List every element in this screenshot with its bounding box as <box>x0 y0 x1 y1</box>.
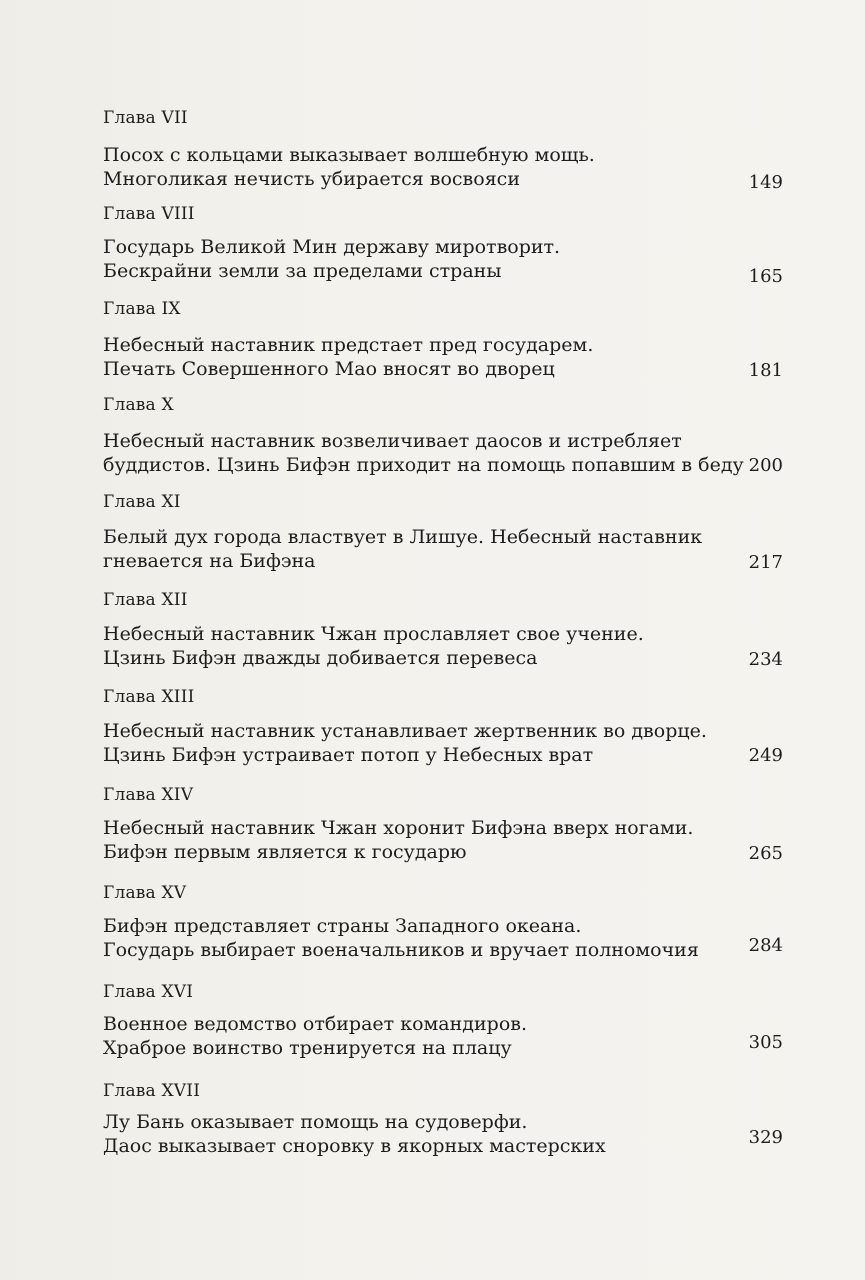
chapter-title-line: Военное ведомство отбирает командиров. <box>103 1013 528 1035</box>
chapter-title-line: буддистов. Цзинь Бифэн приходит на помощь попавшим в беду <box>103 454 744 476</box>
chapter-title-line: Бифэн первым является к государю <box>103 841 467 863</box>
chapter-title-line: Небесный наставник Чжан прославляет свое учение. <box>103 623 644 645</box>
chapter-heading: Глава VIII <box>103 204 195 224</box>
page-number: 200 <box>748 455 783 476</box>
chapter-heading: Глава XVII <box>103 1081 201 1101</box>
chapter-title-line: Бифэн представляет страны Западного океана. <box>103 915 582 937</box>
chapter-title-line: Государь Великой Мин державу миротворит. <box>103 236 561 258</box>
page-number: 181 <box>748 360 783 381</box>
page-number: 305 <box>748 1032 783 1053</box>
chapter-title-line: Печать Совершенного Мао вносят во дворец <box>103 358 555 380</box>
chapter-heading: Глава IX <box>103 299 181 319</box>
chapter-title-line: Небесный наставник Чжан хоронит Бифэна вверх ногами. <box>103 817 694 839</box>
page-number: 284 <box>748 935 783 956</box>
chapter-title-line: Цзинь Бифэн устраивает потоп у Небесных врат <box>103 744 594 766</box>
chapter-heading: Глава X <box>103 395 174 415</box>
chapter-title-line: Небесный наставник предстает пред государем. <box>103 334 594 356</box>
page-number: 329 <box>748 1127 783 1148</box>
page-number: 165 <box>748 266 783 287</box>
chapter-title-line: гневается на Бифэна <box>103 550 316 572</box>
chapter-heading: Глава XII <box>103 590 188 610</box>
chapter-title-line: Небесный наставник устанавливает жертвенник во дворце. <box>103 720 707 742</box>
chapter-title-line: Многоликая нечисть убирается восвояси <box>103 168 520 190</box>
page-number: 217 <box>748 552 783 573</box>
page-number: 149 <box>748 172 783 193</box>
page-number: 249 <box>748 745 783 766</box>
chapter-title-line: Лу Бань оказывает помощь на судоверфи. <box>103 1111 528 1133</box>
chapter-title-line: Небесный наставник возвеличивает даосов и истребляет <box>103 430 682 452</box>
chapter-heading: Глава XIV <box>103 785 194 805</box>
chapter-title-line: Государь выбирает военачальников и вручает полномочия <box>103 939 699 961</box>
chapter-heading: Глава XI <box>103 492 181 512</box>
page-number: 265 <box>748 843 783 864</box>
chapter-heading: Глава VII <box>103 108 188 128</box>
chapter-title-line: Храброе воинство тренируется на плацу <box>103 1037 512 1059</box>
chapter-title-line: Цзинь Бифэн дважды добивается перевеса <box>103 647 538 669</box>
chapter-title-line: Посох с кольцами выказывает волшебную мощь. <box>103 144 595 166</box>
chapter-heading: Глава XIII <box>103 687 195 707</box>
chapter-heading: Глава XV <box>103 883 187 903</box>
chapter-title-line: Бескрайни земли за пределами страны <box>103 260 502 282</box>
page-number: 234 <box>748 649 783 670</box>
chapter-title-line: Даос выказывает сноровку в якорных мастерских <box>103 1135 606 1157</box>
chapter-heading: Глава XVI <box>103 982 194 1002</box>
chapter-title-line: Белый дух города властвует в Лишуе. Небесный наставник <box>103 526 703 548</box>
